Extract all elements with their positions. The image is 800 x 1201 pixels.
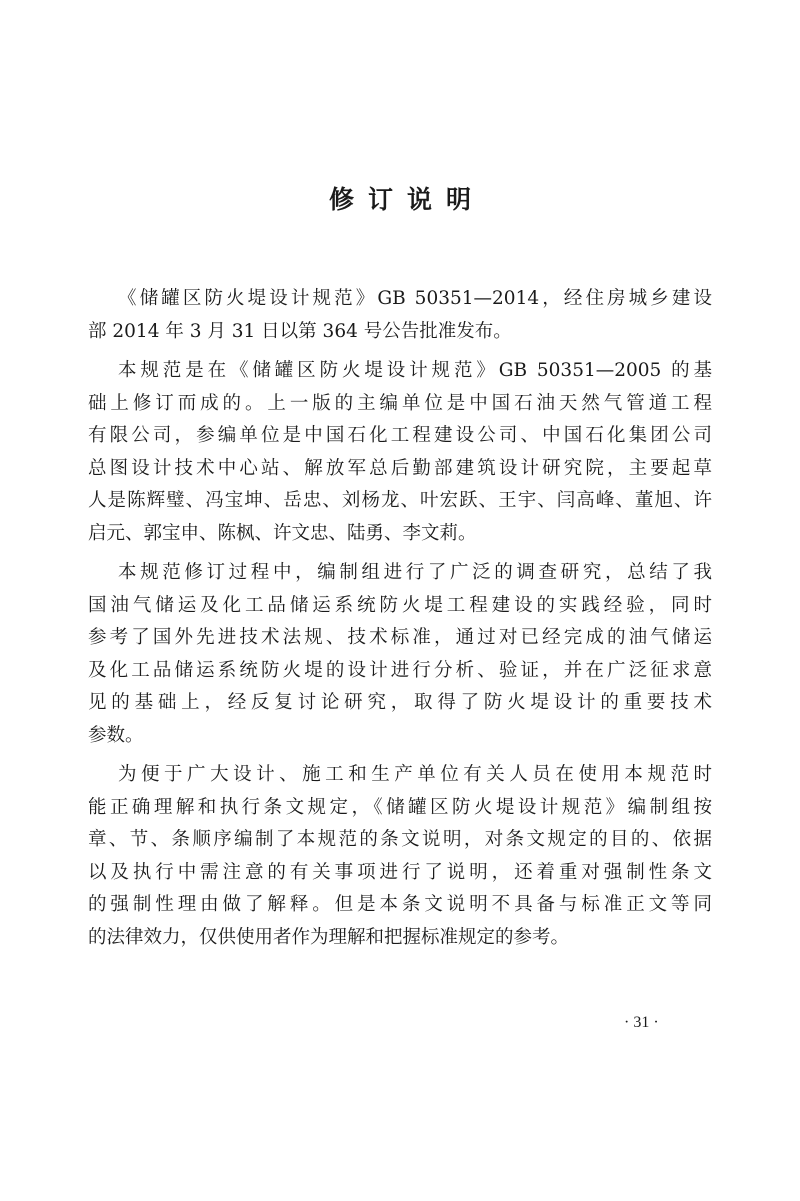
- text-line: 及化工品储运系统防火堤的设计进行分析、验证，并在广泛征求意: [88, 659, 712, 681]
- paragraph: [88, 557, 712, 752]
- text-line: 有限公司，参编单位是中国石化工程建设公司、中国石化集团公司: [88, 425, 712, 446]
- text-line: 为便于广大设计、施工和生产单位有关人员在使用本规范时: [118, 764, 712, 785]
- text-line: 的法律效力，仅供使用者作为理解和把握标准规定的参考。: [88, 926, 570, 948]
- text-line: 参考了国外先进技术法规、技术标准，通过对已经完成的油气储运: [88, 627, 712, 648]
- text-line: 人是陈辉璧、冯宝坤、岳忠、刘杨龙、叶宏跃、王宇、闫高峰、董旭、许: [88, 490, 712, 511]
- document-body: [88, 283, 712, 961]
- text-line: 部 2014 年 3 月 31 日以第 364 号公告批准发布。: [88, 320, 512, 342]
- text-line: 启元、郭宝申、陈枫、许文忠、陆勇、李文莉。: [88, 522, 477, 544]
- text-line: 国油气储运及化工品储运系统防火堤工程建设的实践经验，同时: [88, 594, 712, 616]
- text-line: 以及执行中需注意的有关事项进行了说明，还着重对强制性条文: [88, 861, 712, 883]
- page-number: · 31 ·: [624, 1014, 659, 1031]
- text-line: 总图设计技术中心站、解放军总后勤部建筑设计研究院，主要起草: [88, 457, 712, 479]
- paragraph: [88, 283, 712, 348]
- text-line: 《储罐区防火堤设计规范》GB 50351—2014，经住房城乡建设: [118, 288, 712, 309]
- text-line: 见的基础上，经反复讨论研究，取得了防火堤设计的重要技术: [88, 692, 712, 713]
- text-line: 参数。: [88, 724, 144, 746]
- page-title: 修订说明: [328, 185, 485, 214]
- text-line: 本规范修订过程中，编制组进行了广泛的调查研究，总结了我: [118, 562, 712, 583]
- paragraph: [88, 355, 712, 550]
- text-line: 础上修订而成的。上一版的主编单位是中国石油天然气管道工程: [88, 392, 712, 414]
- text-line: 的强制性理由做了解释。但是本条文说明不具备与标准正文等同: [88, 894, 712, 915]
- text-line: 本规范是在《储罐区防火堤设计规范》GB 50351—2005 的基: [118, 360, 712, 381]
- paragraph: [88, 759, 712, 954]
- text-line: 章、节、条顺序编制了本规范的条文说明，对条文规定的目的、依据: [88, 829, 712, 850]
- text-line: 能正确理解和执行条文规定，《储罐区防火堤设计规范》编制组按: [88, 796, 712, 818]
